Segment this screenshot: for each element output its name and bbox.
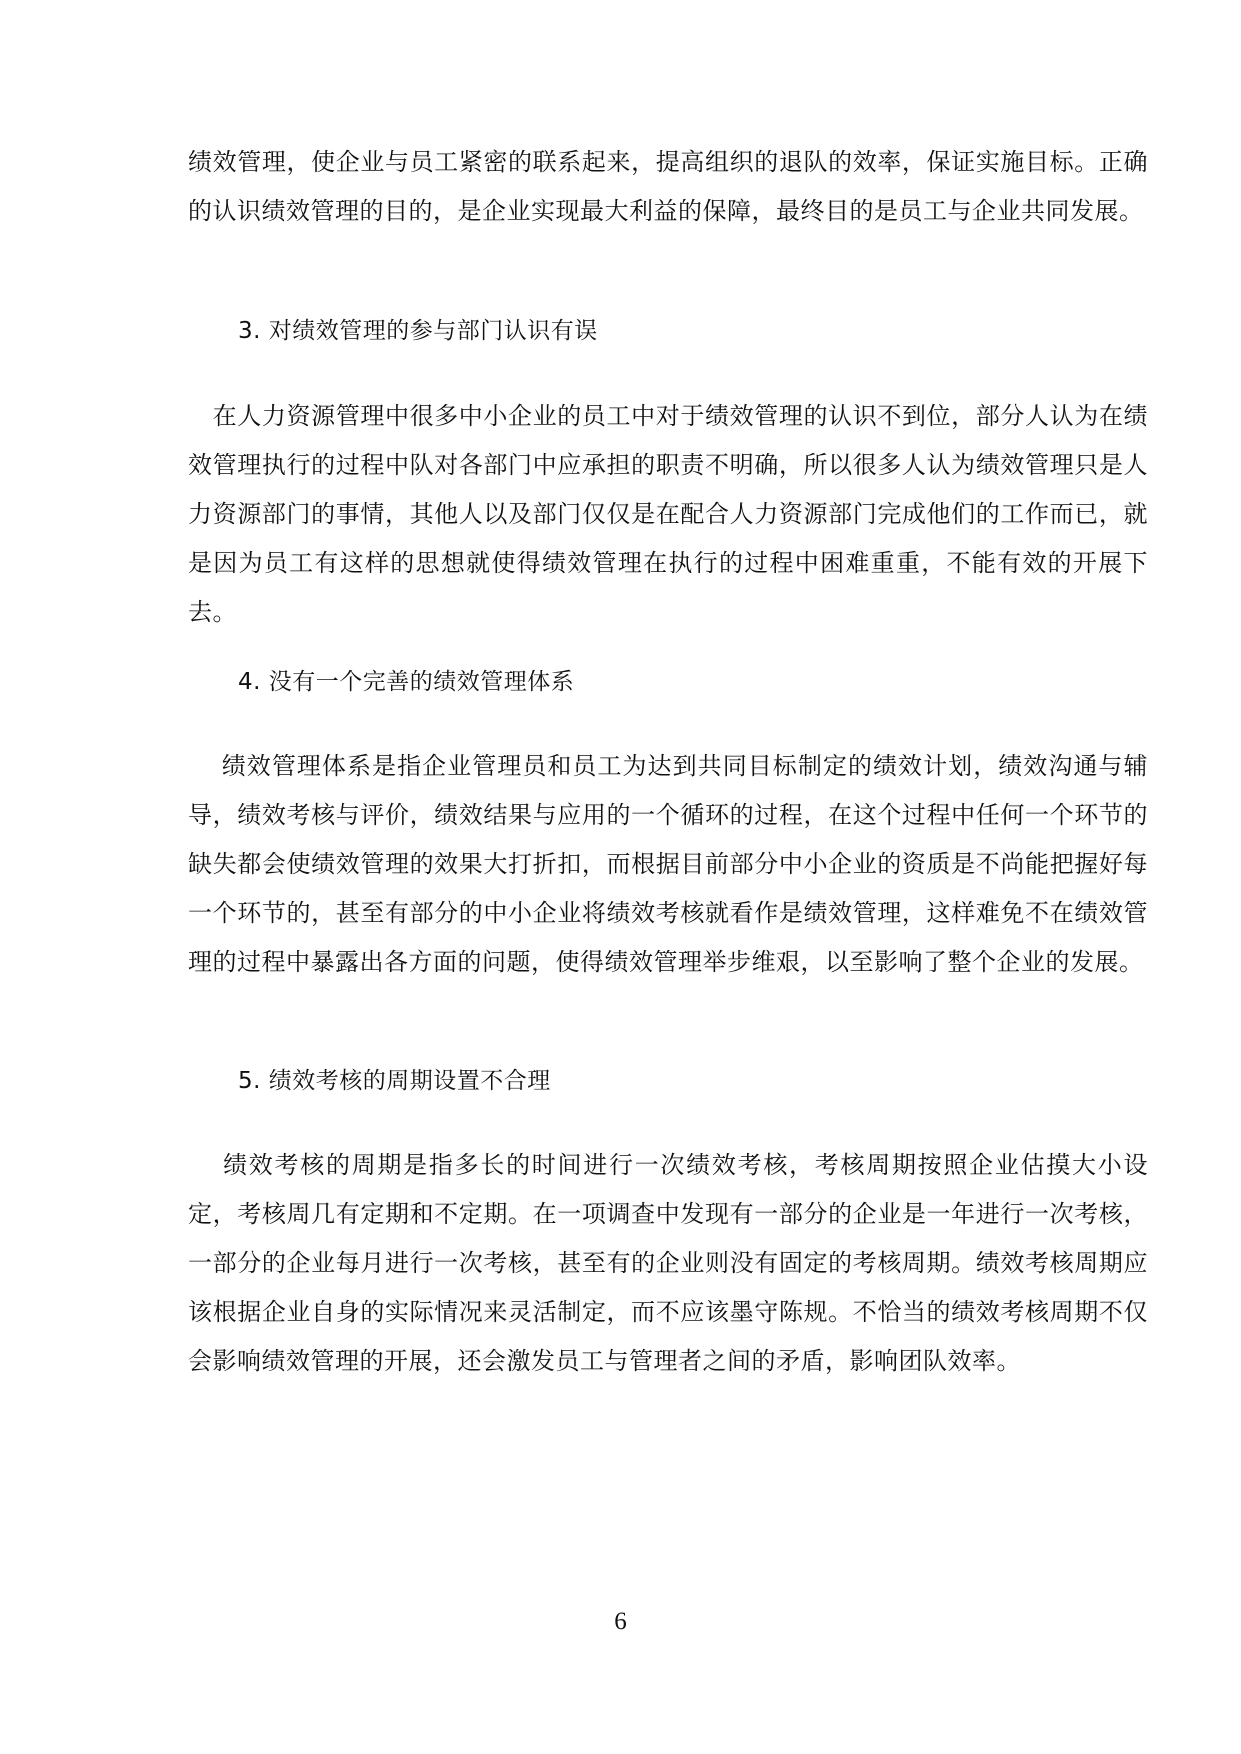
paragraph-section-5: 绩效考核的周期是指多长的时间进行一次绩效考核，考核周期按照企业估摸大小设定，考核周几有定期和不定期。在一项调查中发现有一部分的企业是一年进行一次考核，一部分的企业每月进行一次考核，甚至有的企业则没有固定的考核周期。绩效考核周期应该根据企业自身的实际情况来灵活制定，而不应该墨守陈规。不恰当的绩效考核周期不仅会影响绩效管理的开展，还会激发员工与管理者之间的矛盾，影响团队效率。 — [188, 1151, 1148, 1375]
paragraph-section-4: 绩效管理体系是指企业管理员和员工为达到共同目标制定的绩效计划，绩效沟通与辅导，绩效考核与评价，绩效结果与应用的一个循环的过程，在这个过程中任何一个环节的缺失都会使绩效管理的效果大打折扣，而根据目前部分中小企业的资质是不尚能把握好每一个环节的，甚至有部分的中小企业将绩效考核就看作是绩效管理，这样难免不在绩效管理的过程中暴露出各方面的问题，使得绩效管理举步维艰，以至影响了整个企业的发展。 — [188, 752, 1148, 976]
section-heading-3: 3. 对绩效管理的参与部门认识有误 — [238, 318, 598, 344]
section-heading-5: 5. 绩效考核的周期设置不合理 — [238, 1068, 551, 1094]
paragraph-intro: 绩效管理，使企业与员工紧密的联系起来，提高组织的退队的效率，保证实施目标。正确的认识绩效管理的目的，是企业实现最大利益的保障，最终目的是员工与企业共同发展。 — [188, 148, 1148, 225]
section-heading-4: 4. 没有一个完善的绩效管理体系 — [238, 669, 575, 695]
page-number: 6 — [614, 1608, 627, 1635]
paragraph-section-3: 在人力资源管理中很多中小企业的员工中对于绩效管理的认识不到位，部分人认为在绩效管理执行的过程中队对各部门中应承担的职责不明确，所以很多人认为绩效管理只是人力资源部门的事情，其他人以及部门仅仅是在配合人力资源部门完成他们的工作而已，就是因为员工有这样的思想就使得绩效管理在执行的过程中困难重重，不能有效的开展下去。 — [188, 402, 1148, 626]
